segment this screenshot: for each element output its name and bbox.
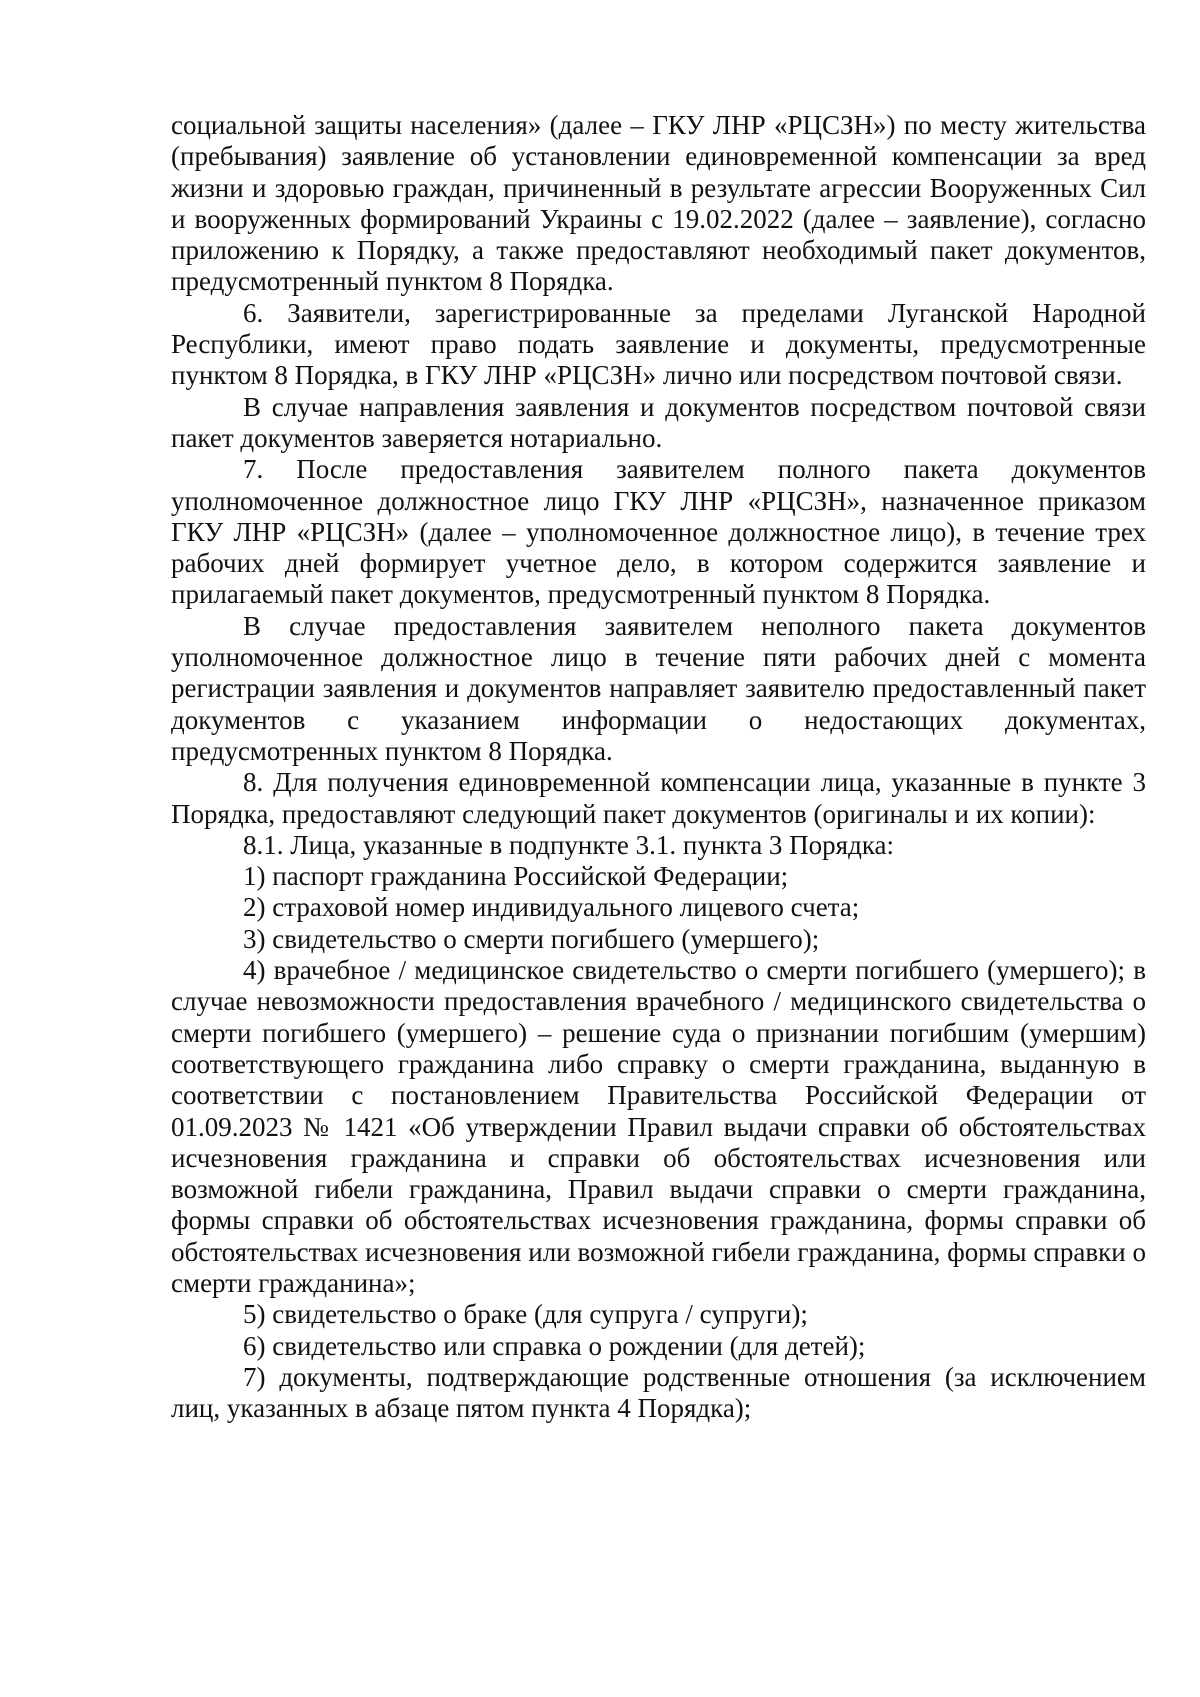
paragraph-item-6: 6. Заявители, зарегистрированные за пределами Луганской Народной Республики, имеют право подать заявление и документы, предусмотренные пунктом 8 Порядка, в ГКУ ЛНР «РЦСЗН» лично или посредством почтовой связи.	[171, 297, 1146, 391]
paragraph-item-8-1: 8.1. Лица, указанные в подпункте 3.1. пункта 3 Порядка:	[243, 829, 895, 860]
paragraph-item-8: 8. Для получения единовременной компенсации лица, указанные в пункте 3 Порядка, предоставляют следующий пакет документов (оригиналы и их копии):	[171, 767, 1146, 829]
paragraph-continuation: социальной защиты населения» (далее – ГКУ ЛНР «РЦСЗН») по месту жительства (пребывания) заявление об установлении единовременной компенсации за вред жизни и здоровью граждан, причиненный в результате агрессии Вооруженных Сил и вооруженных формирований Украины с 19.02.2022 (далее – заявление), согласно приложению к Порядку, а также предоставляют необходимый пакет документов, предусмотренный пунктом 8 Порядка.	[171, 110, 1146, 297]
paragraph-incomplete-package: В случае предоставления заявителем неполного пакета документов уполномоченное должностное лицо в течение пяти рабочих дней с момента регистрации заявления и документов направляет заявителю предоставленный пакет документов с указанием информации о недостающих документах, предусмотренных пунктом 8 Порядка.	[171, 610, 1146, 766]
document-page	[171, 110, 1146, 1424]
list-item-3: 3) свидетельство о смерти погибшего (умершего);	[243, 923, 820, 954]
list-item-4: 4) врачебное / медицинское свидетельство о смерти погибшего (умершего); в случае невозможности предоставления врачебного / медицинского свидетельства о смерти погибшего (умершего) – решение суда о признании погибшим (умершим) соответствующего гражданина либо справку о смерти гражданина, выданную в соответствии с постановлением Правительства Российской Федерации от 01.09.2023 № 1421 «Об утверждении Правил выдачи справки об обстоятельствах исчезновения гражданина и справки об обстоятельствах исчезновения или возможной гибели гражданина, Правил выдачи справки о смерти гражданина, формы справки об обстоятельствах исчезновения гражданина, формы справки об обстоятельствах исчезновения или возможной гибели гражданина, формы справки о смерти гражданина»;	[171, 955, 1146, 1298]
list-item-5: 5) свидетельство о браке (для супруга / супруги);	[243, 1299, 808, 1330]
paragraph-item-7: 7. После предоставления заявителем полного пакета документов уполномоченное должностное лицо ГКУ ЛНР «РЦСЗН», назначенное приказом ГКУ ЛНР «РЦСЗН» (далее – уполномоченное должностное лицо), в течение трех рабочих дней формирует учетное дело, в котором содержится заявление и прилагаемый пакет документов, предусмотренный пунктом 8 Порядка.	[171, 454, 1146, 610]
list-item-1: 1) паспорт гражданина Российской Федерации;	[243, 861, 789, 892]
list-item-2: 2) страховой номер индивидуального лицевого счета;	[243, 892, 860, 923]
list-item-7: 7) документы, подтверждающие родственные отношения (за исключением лиц, указанных в абзаце пятом пункта 4 Порядка);	[171, 1361, 1146, 1424]
paragraph-postal-note: В случае направления заявления и документов посредством почтовой связи пакет документов заверяется нотариально.	[171, 391, 1146, 453]
list-item-6: 6) свидетельство или справка о рождении (для детей);	[243, 1330, 866, 1361]
